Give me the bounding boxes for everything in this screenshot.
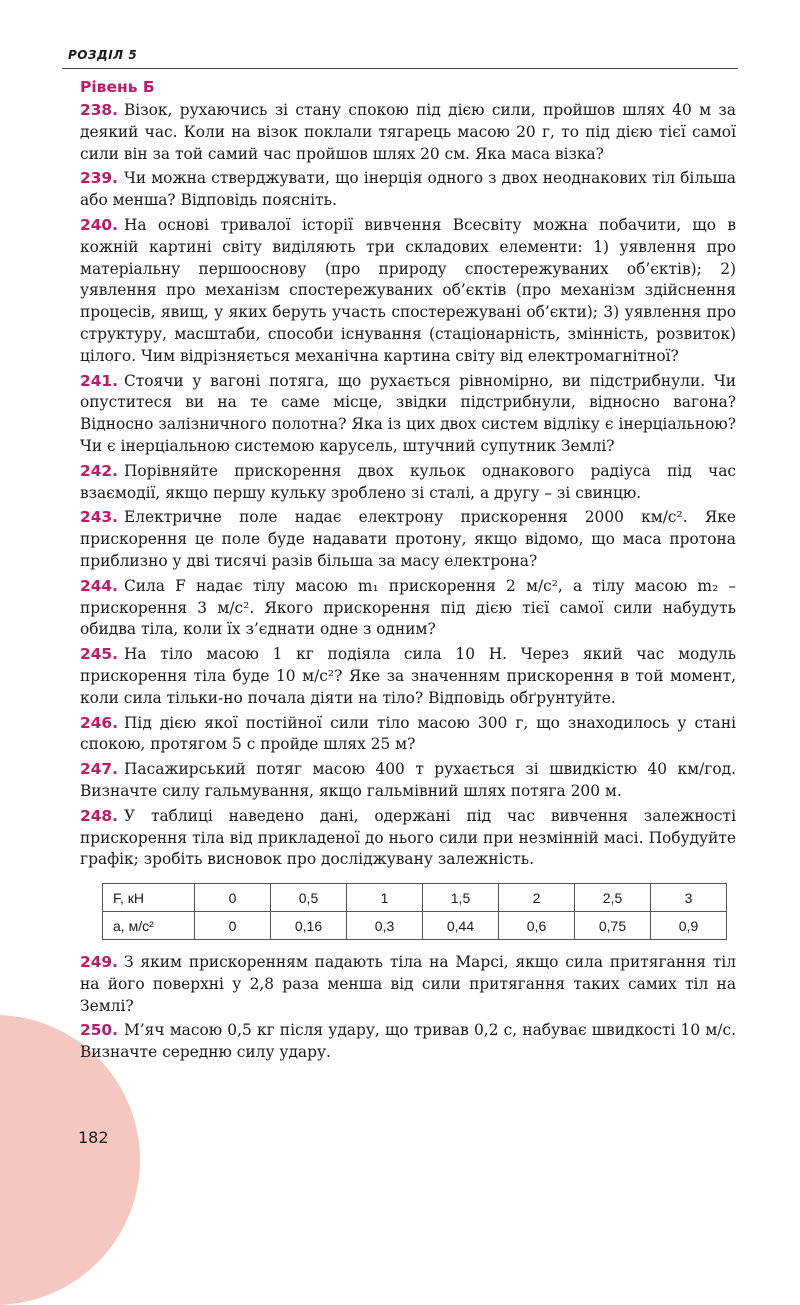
task-item <box>80 806 736 871</box>
task-number: 249. <box>80 953 118 972</box>
task-text: На тіло масою 1 кг подіяла сила 10 Н. Через який час модуль прискорення тіла буде 10 м/с²? Яке за значенням прискорення в той момент, коли сила тільки-но почала діяти на тіло? Відповідь обґрунтуйте. <box>80 645 736 707</box>
task-number: 243. <box>80 508 118 527</box>
task-item <box>80 461 736 505</box>
task-number: 244. <box>80 576 118 595</box>
task-text: Сила F надає тілу масою m₁ прискорення 2 м/с², а тілу масою m₂ – прискорення 3 м/с². Якого прискорення під дією тієї самої сили набудуть обидва тіла, коли їх з’єднати одне з одним? <box>80 576 736 639</box>
task-text: Порівняйте прискорення двох кульок однакового радіуса під час взаємодії, якщо першу кульку зроблено зі сталі, а другу – зі свинцю. <box>80 461 736 502</box>
task-text: Стоячи у вагоні потяга, що рухається рівномірно, ви підстрибнули. Чи опуститеся ви на те саме місце, звідки підстрибнули, відносно вагона? Відносно залізничного полотна? Яка із цих двох систем відліку є інерціальною? Чи є інерціальною системою карусель, штучний супутник Землі? <box>80 371 736 455</box>
table-cell: 1,5 <box>423 884 499 912</box>
table-row-force <box>103 884 727 912</box>
table-cell: 3 <box>651 884 727 912</box>
page-number: 182 <box>78 1128 109 1147</box>
task-item <box>80 168 736 212</box>
task-number: 247. <box>80 760 118 779</box>
task-number: 241. <box>80 371 118 390</box>
table-cell: 0,9 <box>651 912 727 940</box>
tasks-list-after <box>80 952 736 1064</box>
table-cell: 0,6 <box>499 912 575 940</box>
task-item <box>80 644 736 709</box>
table-row-acceleration <box>103 912 727 940</box>
table-header-force: F, кН <box>103 884 195 912</box>
task-item <box>80 215 736 368</box>
task-number: 250. <box>80 1021 118 1040</box>
task-item <box>80 371 736 458</box>
table-cell: 0 <box>195 912 271 940</box>
page-header <box>62 44 738 69</box>
data-table-wrapper <box>102 883 736 940</box>
task-item <box>80 759 736 803</box>
level-title: Рівень Б <box>80 78 155 96</box>
task-number: 242. <box>80 461 118 480</box>
table-cell: 1 <box>347 884 423 912</box>
task-text: М’яч масою 0,5 кг після удару, що тривав 0,2 с, набуває швидкості 10 м/с. Визначте середню силу удару. <box>80 1021 736 1062</box>
task-number: 240. <box>80 215 118 234</box>
task-number: 246. <box>80 713 118 732</box>
table-cell: 0,3 <box>347 912 423 940</box>
table-cell: 0,16 <box>271 912 347 940</box>
table-cell: 0 <box>195 884 271 912</box>
task-item <box>80 713 736 757</box>
task-item <box>80 100 736 165</box>
page-content <box>80 78 736 1067</box>
task-text: Візок, рухаючись зі стану спокою під дією сили, пройшов шлях 40 м за деякий час. Коли на візок поклали тягарець масою 20 г, то під дією тієї самої сили він за той самий час пройшов шлях 20 см. Яка маса візка? <box>80 101 736 163</box>
section-title: РОЗДІЛ 5 <box>68 48 138 62</box>
data-table <box>102 883 727 940</box>
table-cell: 2,5 <box>575 884 651 912</box>
task-text: Електричне поле надає електрону прискорення 2000 км/с². Яке прискорення це поле буде надавати протону, якщо відомо, що маса протона приблизно у дві тисячі разів більша за масу електрона? <box>80 508 736 570</box>
task-text: Чи можна стверджувати, що інерція одного з двох неоднакових тіл більша або менша? Відповідь поясніть. <box>80 169 736 210</box>
tasks-list <box>80 100 736 871</box>
task-item <box>80 576 736 641</box>
table-cell: 0,75 <box>575 912 651 940</box>
task-number: 239. <box>80 169 118 188</box>
task-number: 238. <box>80 101 118 119</box>
table-cell: 2 <box>499 884 575 912</box>
table-cell: 0,5 <box>271 884 347 912</box>
task-text: У таблиці наведено дані, одержані під час вивчення залежності прискорення тіла від прикладеної до нього сили при незмінній масі. Побудуйте графік; зробіть висновок про досліджувану залежність. <box>80 806 736 869</box>
task-number: 245. <box>80 645 118 664</box>
task-text: Пасажирський потяг масою 400 т рухається зі швидкістю 40 км/год. Визначте силу гальмування, якщо гальмівний шлях потяга 200 м. <box>80 760 736 800</box>
task-text: На основі тривалої історії вивчення Всесвіту можна побачити, що в кожній картині світу виділяють три складових елементи: 1) уявлення про матеріальну першооснову (про природу спостережуваних об’єктів); 2) уявлення про механізм спостережуваних об’єктів (про механізм здійснення процесів, явищ, у яких беруть участь спостережувані об’єкти); 3) уявлення про структуру, масштаби, способи існування (стаціонарність, змінність, розвиток) цілого. Чим відрізняється механічна картина світу від електромагнітної? <box>80 215 736 365</box>
task-item <box>80 1020 736 1064</box>
task-item <box>80 952 736 1017</box>
table-cell: 0,44 <box>423 912 499 940</box>
task-text: Під дією якої постійної сили тіло масою 300 г, що знаходилось у стані спокою, протягом 5 с пройде шлях 25 м? <box>80 713 736 754</box>
task-number: 248. <box>80 806 118 825</box>
task-item <box>80 507 736 572</box>
table-header-acceleration: a, м/с² <box>103 912 195 940</box>
task-text: З яким прискоренням падають тіла на Марсі, якщо сила притягання тіл на його поверхні у 2,8 раза менша від сили притягання таких самих тіл на Землі? <box>80 953 736 1015</box>
